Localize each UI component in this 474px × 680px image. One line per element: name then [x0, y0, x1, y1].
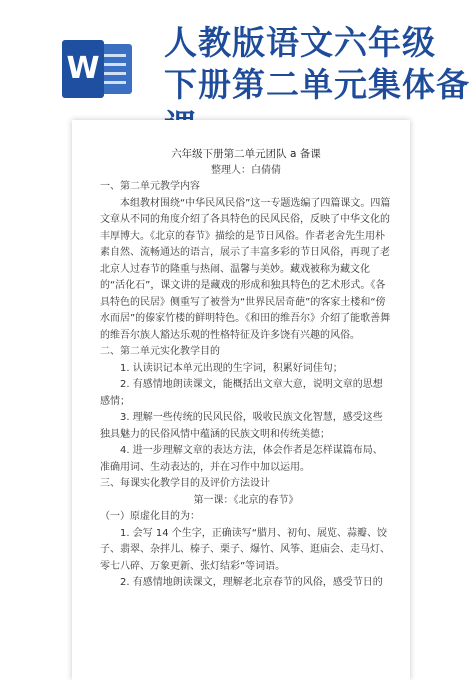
- document-body: [100, 146, 392, 592]
- section-heading-3: 三、每课实化教学目的及评价方法设计: [100, 478, 270, 489]
- document-title: 六年级下册第二单元团队 a 备课: [171, 148, 321, 160]
- section-heading-1: 一、第二单元教学内容: [100, 181, 200, 192]
- objective-item: 2. 有感情地朗读课文，理解老北京春节的风俗，感受节日的: [120, 577, 383, 588]
- subsection-heading: （一）原虚化目的为：: [100, 511, 200, 522]
- goal-item: 3. 理解一些传统的民风民俗，吸收民族文化智慧，感受这些独具魅力的民俗风情中蕴涵的民族文明和传统美德；: [100, 412, 383, 440]
- lesson-title: 第一课：《北京的春节》: [193, 494, 299, 506]
- banner-title-line1: 人教版语文六年级: [164, 23, 436, 62]
- objective-item: 1. 会写 14 个生字，正确读写“腊月、初旬、展览、蒜瓣、饺子、翡翠、杂拌儿、榛子、栗子、爆竹、风筝、逛庙会、走马灯、零七八碎、万象更新、张灯结彩”等词语。: [100, 527, 390, 572]
- word-icon-letter: W: [62, 40, 104, 98]
- goal-item: 4. 进一步理解文章的表达方法，体会作者是怎样谋篇布局、准确用词、生动表达的，并在习作中加以运用。: [100, 445, 383, 473]
- goal-item: 1. 认读识记本单元出现的生字词，积累好词佳句；: [120, 362, 343, 374]
- section-heading-2: 二、第二单元实化教学目的: [100, 346, 220, 357]
- banner: [0, 0, 474, 140]
- banner-title-line2: 下册第二单元集体备: [164, 65, 470, 104]
- document-author: 整理人：白倩倩: [211, 164, 281, 176]
- goal-item: 2. 有感情地朗读课文，能概括出文章大意，说明文章的思想感情；: [100, 379, 383, 407]
- word-icon: [62, 40, 134, 98]
- section-1-paragraph: 本组教材围绕“中华民风民俗”这一专题选编了四篇课文。四篇文章从不同的角度介绍了各具特色的民风民俗，反映了中华文化的丰厚博大。《北京的春节》描绘的是节日风俗。作者老舍先生用朴素自然、流畅通达的语言，展示了丰富多彩的节日风俗，再现了老北京人过春节的隆重与热闹、温馨与美妙。藏戏被称为藏文化的“活化石”，课文讲的是藏戏的形成和独具特色的艺术形式。《各具特色的民居》侧重写了被誉为“世界民居奇葩”的客家土楼和“傍水而居”的傣家竹楼的鲜明特色。《和田的维吾尔》介绍了能歌善舞的维吾尔族人豁达乐观的性格特征及许多饶有兴趣的风俗。: [100, 197, 391, 341]
